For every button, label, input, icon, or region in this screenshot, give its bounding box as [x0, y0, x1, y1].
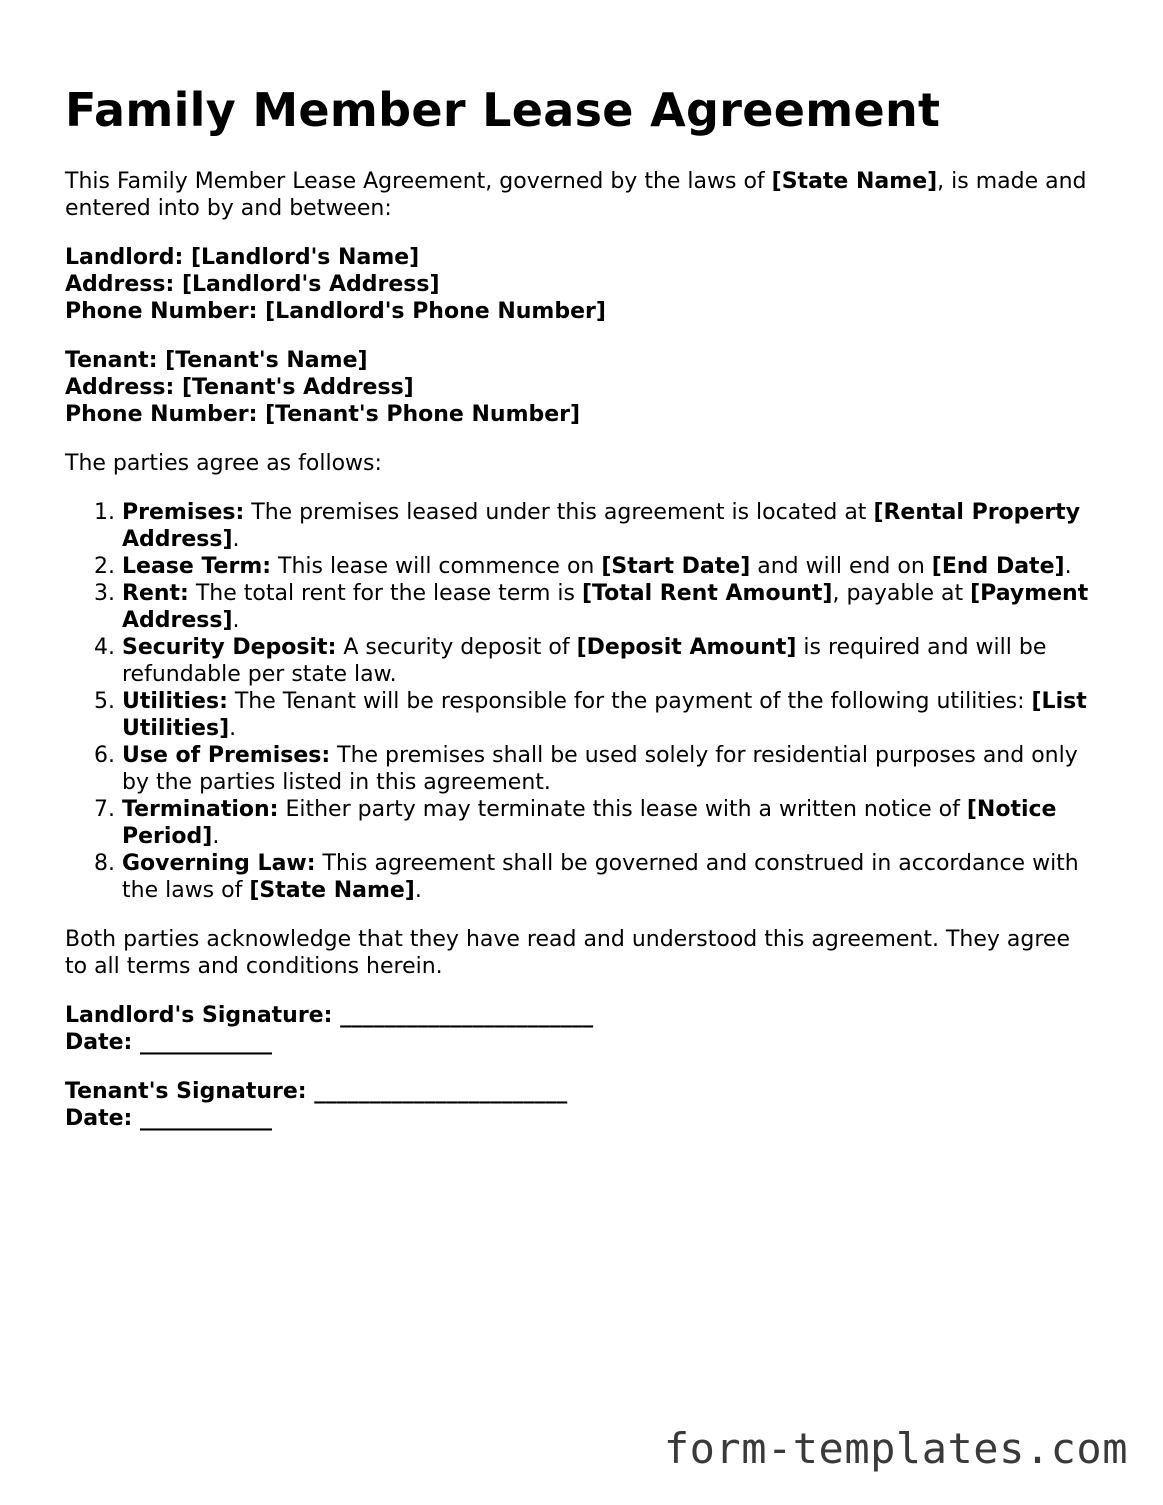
landlord-name: Landlord: [Landlord's Name]: [65, 245, 420, 270]
list-item: 3. Rent: The total rent for the lease term is [Total Rent Amount], payable at [Payment Address].: [122, 580, 1095, 634]
list-item: 1. Premises: The premises leased under this agreement is located at [Rental Property Address].: [122, 499, 1095, 553]
acknowledgement-paragraph: Both parties acknowledge that they have read and understood this agreement. They agree to all terms and conditions herein.: [65, 927, 1070, 979]
landlord-address: Address: [Landlord's Address]: [65, 272, 440, 297]
tenant-phone: Phone Number: [Tenant's Phone Number]: [65, 402, 581, 427]
landlord-signature-block: [65, 1002, 1095, 1056]
list-item: 8. Governing Law: This agreement shall be governed and construed in accordance with the laws of [State Name].: [122, 850, 1095, 904]
intro-state-placeholder: [State Name]: [771, 169, 938, 194]
tenant-name: Tenant: [Tenant's Name]: [65, 348, 368, 373]
list-item: 2. Lease Term: This lease will commence on [Start Date] and will end on [End Date].: [122, 553, 1095, 580]
landlord-info: [65, 244, 1095, 325]
list-item: 4. Security Deposit: A security deposit of [Deposit Amount] is required and will be refundable per state law.: [122, 634, 1095, 688]
tenant-address: Address: [Tenant's Address]: [65, 375, 414, 400]
tenant-info: [65, 347, 1095, 428]
landlord-phone: Phone Number: [Landlord's Phone Number]: [65, 299, 606, 324]
list-item: 5. Utilities: The Tenant will be responsible for the payment of the following utilities: [List Utilities].: [122, 688, 1095, 742]
landlord-signature-line: Landlord's Signature: _______________________: [65, 1003, 594, 1028]
terms-list: [65, 499, 1095, 904]
intro-text-before: This Family Member Lease Agreement, governed by the laws of: [65, 169, 772, 194]
document-title: Family Member Lease Agreement: [65, 83, 941, 137]
tenant-signature-block: [65, 1078, 1095, 1132]
watermark: form-templates.com: [663, 1424, 1128, 1473]
list-item: 6. Use of Premises: The premises shall be used solely for residential purposes and only by the parties listed in this agreement.: [122, 742, 1095, 796]
landlord-date-line: Date: ____________: [65, 1030, 273, 1055]
tenant-date-line: Date: ____________: [65, 1106, 273, 1131]
agree-intro: The parties agree as follows:: [65, 451, 382, 476]
intro-text-after: , is made and entered into by and between:: [65, 169, 1087, 221]
intro-paragraph: [65, 168, 1095, 222]
tenant-signature-line: Tenant's Signature: _______________________: [65, 1079, 568, 1104]
list-item: 7. Termination: Either party may terminate this lease with a written notice of [Notice Period].: [122, 796, 1095, 850]
document-page: [65, 82, 1095, 1132]
